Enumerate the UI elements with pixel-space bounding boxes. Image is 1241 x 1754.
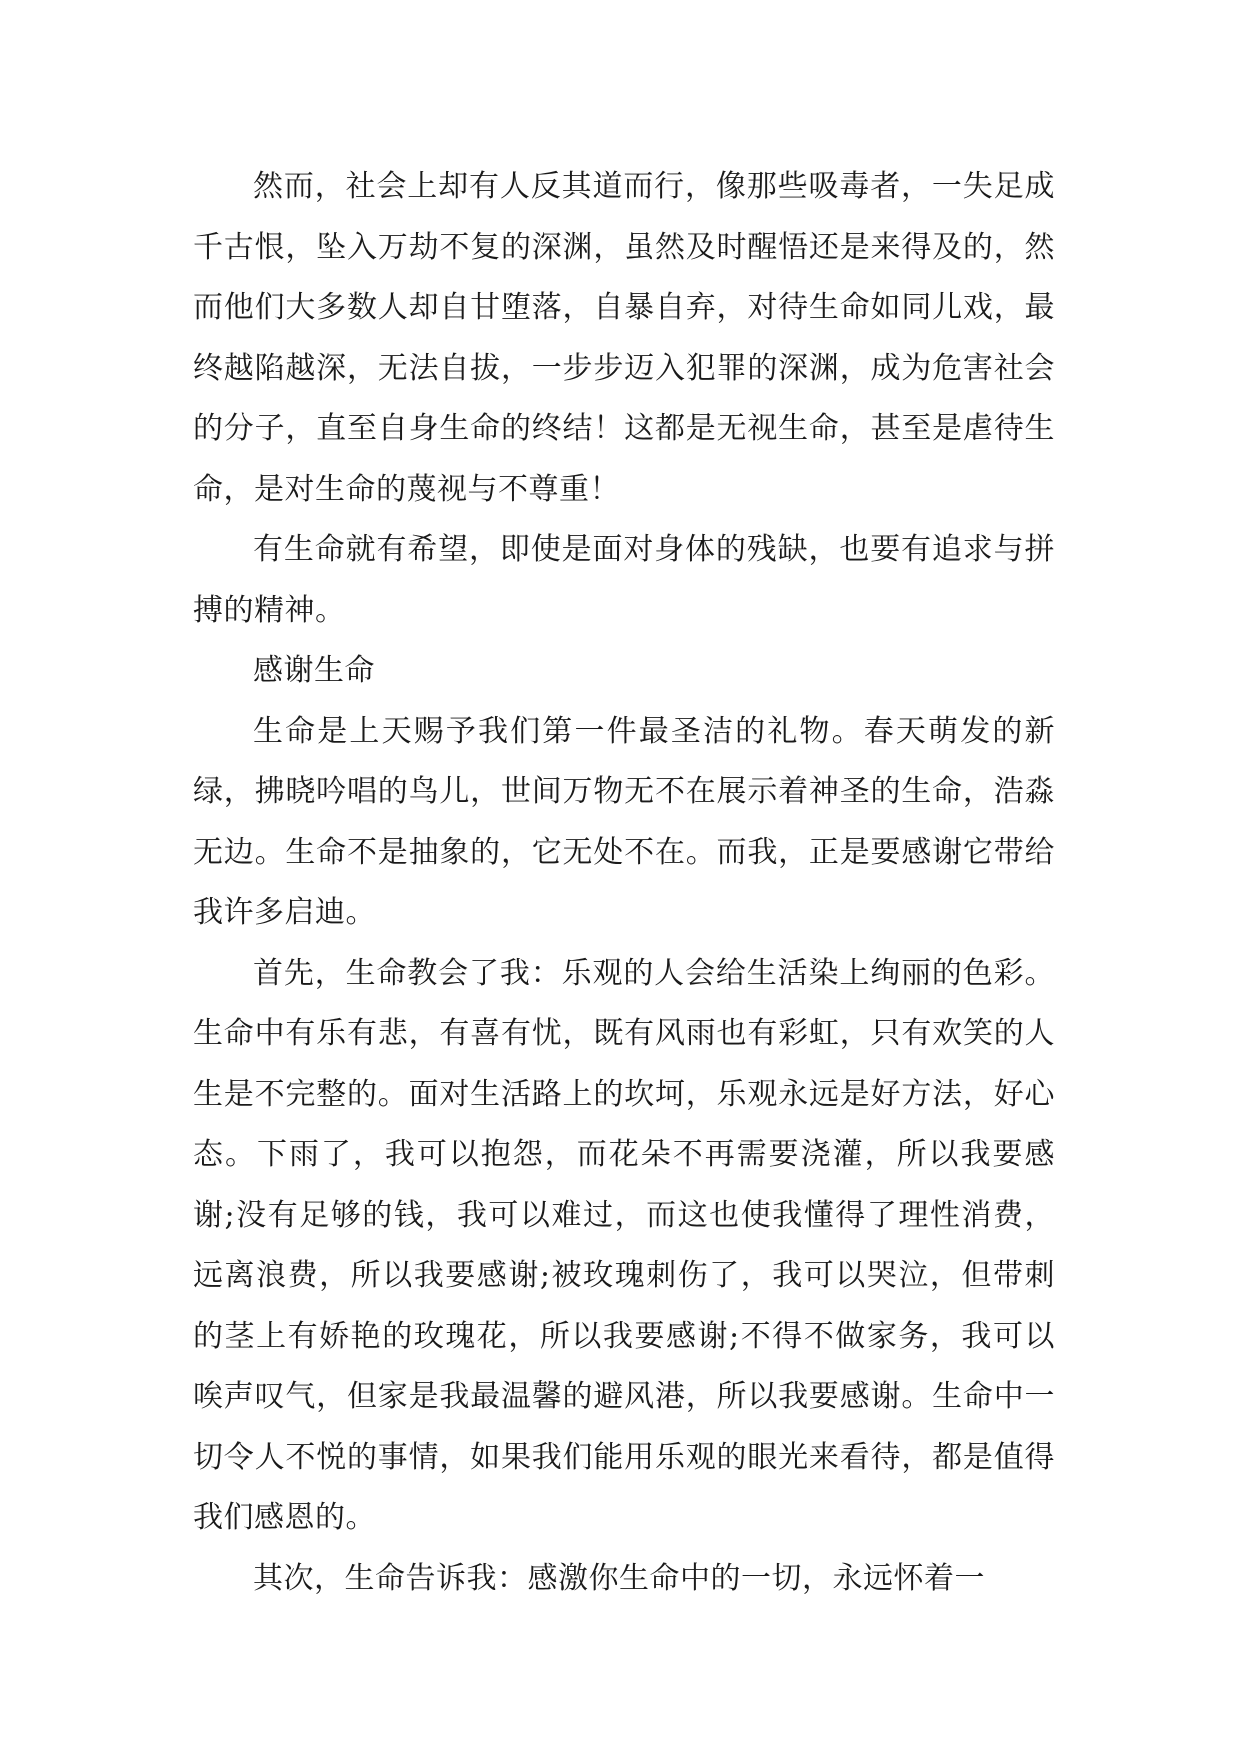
paragraph-hope: 有生命就有希望，即使是面对身体的残缺，也要有追求与拼搏的精神。 <box>193 532 1055 628</box>
section-heading: 感谢生命 <box>253 653 375 688</box>
paragraph-gift-of-life: 生命是上天赐予我们第一件最圣洁的礼物。春天萌发的新绿，拂晓吟唱的鸟儿，世间万物无不在展示着神圣的生命，浩淼无边。生命不是抽象的，它无处不在。而我，正是要感谢它带给我许多启迪。 <box>193 713 1055 930</box>
paragraph-drug-abuse: 然而，社会上却有人反其道而行，像那些吸毒者，一失足成千古恨，坠入万劫不复的深渊，虽然及时醒悟还是来得及的，然而他们大多数人却自甘堕落，自暴自弃，对待生命如同儿戏，最终越陷越深，无法自拔，一步步迈入犯罪的深渊，成为危害社会的分子，直至自身生命的终结！这都是无视生命，甚至是虐待生命，是对生命的蔑视与不尊重！ <box>193 169 1055 507</box>
paragraph-gratitude: 其次，生命告诉我：感激你生命中的一切，永远怀着一 <box>253 1560 985 1596</box>
paragraph-optimism: 首先，生命教会了我：乐观的人会给生活染上绚丽的色彩。生命中有乐有悲，有喜有忧，既有风雨也有彩虹，只有欢笑的人生是不完整的。面对生活路上的坎坷，乐观永远是好方法，好心态。下雨了，我可以抱怨，而花朵不再需要浇灌，所以我要感谢;没有足够的钱，我可以难过，而这也使我懂得了理性消费，远离浪费，所以我要感谢;被玫瑰刺伤了，我可以哭泣，但带刺的茎上有娇艳的玫瑰花，所以我要感谢;不得不做家务，我可以唉声叹气，但家是我最温馨的避风港，所以我要感谢。生命中一切令人不悦的事情，如果我们能用乐观的眼光来看待，都是值得我们感恩的。 <box>193 955 1055 1535</box>
document-page <box>193 157 1055 1609</box>
